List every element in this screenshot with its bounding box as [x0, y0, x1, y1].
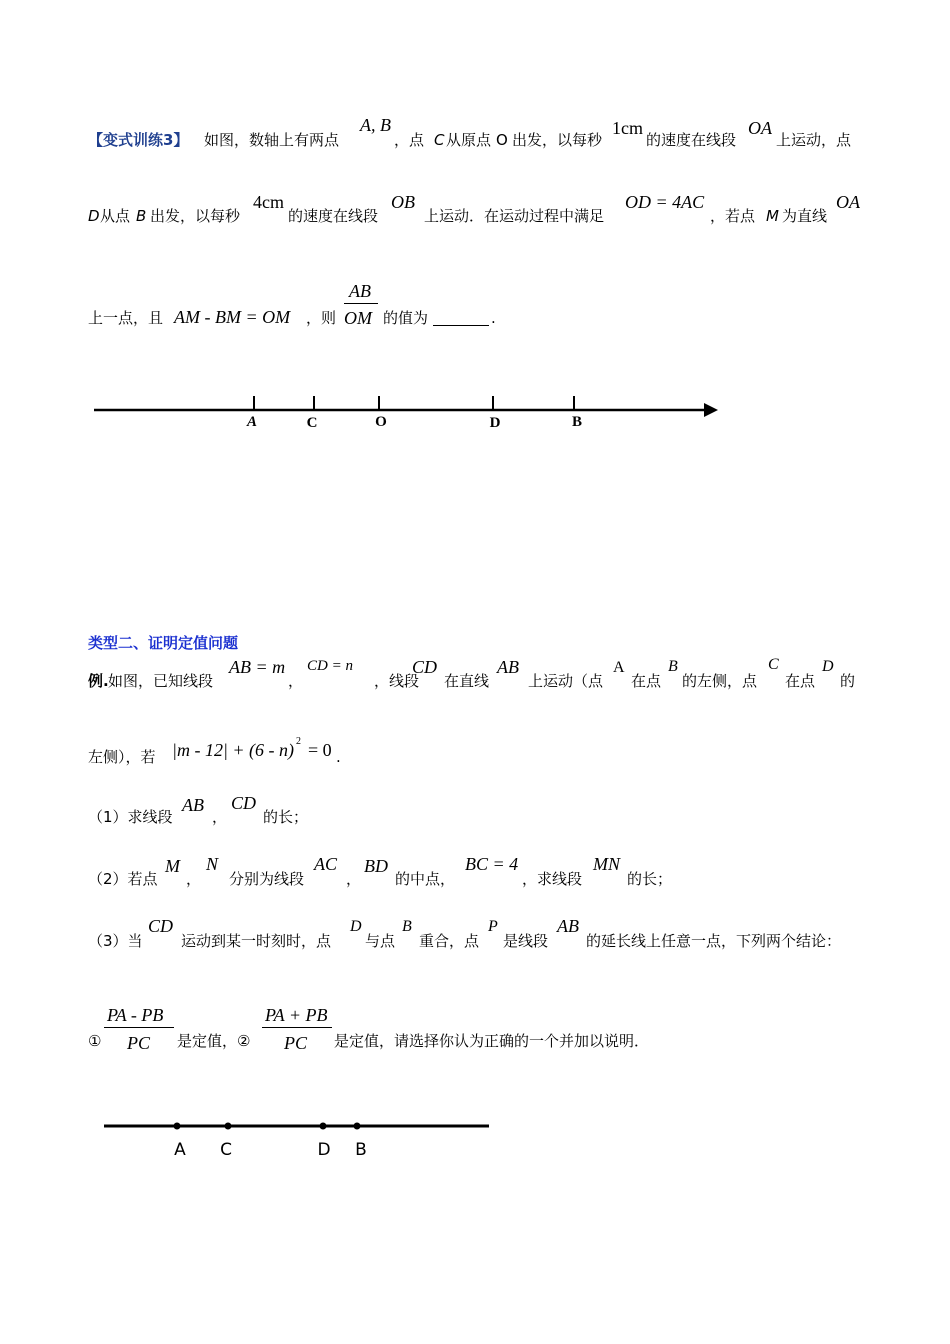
- math-OB: OB: [391, 192, 415, 212]
- question-1: （1）求线段: [88, 808, 173, 826]
- conclusion-1-marker: ①: [88, 1032, 102, 1050]
- text: ，: [346, 870, 362, 888]
- fraction-numerator: AB: [349, 281, 371, 301]
- text: ，: [186, 870, 202, 888]
- math-speed-2: 4cm: [253, 192, 284, 212]
- text: 是线段: [503, 932, 549, 950]
- math-CD: CD: [231, 793, 257, 813]
- math-AB-m: AB = m: [229, 657, 286, 677]
- text: 与点: [365, 932, 396, 950]
- text: C: [434, 131, 445, 149]
- fraction-1-bar: [104, 1027, 174, 1028]
- math-AB: AB: [497, 657, 519, 677]
- label-D: D: [317, 1140, 331, 1160]
- text: 的延长线上任意一点，下列两个结论：: [586, 932, 842, 950]
- answer-blank[interactable]: [433, 311, 489, 326]
- point-D: D: [350, 918, 362, 935]
- segment-figure: [0, 1105, 950, 1165]
- text: B: [136, 207, 147, 225]
- math-CD-n: CD = n: [307, 658, 353, 674]
- fraction-2-numerator: PA + PB: [265, 1005, 328, 1025]
- math-equation: OD = 4AC: [625, 192, 705, 212]
- text: ，点: [394, 131, 425, 149]
- text: 如图，数轴上有两点: [204, 131, 340, 149]
- point-A: A: [613, 659, 625, 676]
- fraction-1-numerator: PA - PB: [107, 1005, 164, 1025]
- text: 是定值，②: [177, 1032, 251, 1050]
- math-MN: MN: [593, 854, 620, 874]
- text: 在点: [631, 672, 662, 690]
- text: 如图，已知线段: [108, 672, 214, 690]
- text: M: [766, 207, 779, 225]
- text: 的速度在线段: [288, 207, 379, 225]
- point-M: M: [165, 856, 180, 876]
- text: 为直线: [782, 207, 828, 225]
- fraction-2-bar: [262, 1027, 332, 1028]
- text: 的速度在线段: [646, 131, 737, 149]
- dot-D: [320, 1123, 327, 1130]
- text: 分别为线段: [229, 870, 305, 888]
- point-C: C: [768, 656, 779, 673]
- dot-B: [354, 1123, 361, 1130]
- label-B: B: [571, 414, 583, 430]
- math-AC: AC: [314, 854, 338, 874]
- text: ，线段: [374, 672, 420, 690]
- exercise-tag: 【变式训练3】: [88, 131, 189, 149]
- math-CD: CD: [412, 657, 438, 677]
- text: 的中点，: [395, 870, 456, 888]
- point-B: B: [668, 658, 678, 675]
- text: 上运动．在运动过程中满足: [424, 207, 605, 225]
- text: .: [336, 748, 341, 766]
- text: 上运动，点: [776, 131, 852, 149]
- text: 在点: [785, 672, 816, 690]
- point-D: D: [822, 658, 834, 675]
- label-C: C: [306, 415, 318, 431]
- math-condition: |m - 12| + (6 - n): [172, 740, 295, 760]
- text: 运动到某一时刻时，点: [181, 932, 332, 950]
- point-N: N: [206, 854, 219, 874]
- text: 重合，点: [419, 932, 480, 950]
- text: 从点: [100, 207, 131, 225]
- text: 的长；: [627, 870, 673, 888]
- text: 左侧），若: [88, 748, 156, 766]
- question-3: （3）当: [88, 932, 143, 950]
- math-AB: AB: [557, 916, 579, 936]
- text: 的左侧，点: [682, 672, 758, 690]
- example-label: 例.: [88, 672, 109, 690]
- text: 出发，以每秒: [150, 207, 241, 225]
- math-OA: OA: [836, 192, 860, 212]
- section-heading: 类型二、证明定值问题: [88, 634, 239, 652]
- dot-C: [225, 1123, 232, 1130]
- text: 是定值，请选择你认为正确的一个并加以说明．: [334, 1032, 650, 1050]
- text: 上运动（点: [528, 672, 604, 690]
- text: .: [491, 309, 496, 327]
- math-exponent: 2: [296, 736, 301, 747]
- text: ，若点: [710, 207, 756, 225]
- label-D: D: [489, 415, 501, 431]
- fraction-1-denominator: PC: [127, 1033, 151, 1053]
- text: 在直线: [444, 672, 490, 690]
- question-2: （2）若点: [88, 870, 158, 888]
- label-B: B: [355, 1140, 367, 1160]
- text: 的长；: [263, 808, 309, 826]
- dot-A: [174, 1123, 181, 1130]
- math-speed-1: 1cm: [612, 118, 643, 138]
- label-A: A: [174, 1140, 186, 1160]
- text: 上一点，且: [88, 309, 164, 327]
- text: ，: [288, 672, 304, 690]
- text: 出发，以每秒: [512, 131, 603, 149]
- fraction-2-denominator: PC: [284, 1033, 308, 1053]
- text: 的值为: [383, 309, 429, 327]
- label-O: O: [375, 414, 387, 430]
- math-condition-end: = 0: [308, 740, 332, 760]
- math-CD: CD: [148, 916, 174, 936]
- math-OA: OA: [748, 118, 772, 138]
- text: ，: [212, 808, 228, 826]
- point-P: P: [488, 918, 498, 935]
- fraction-bar: [344, 303, 378, 304]
- point-B: B: [402, 918, 412, 935]
- text: 从原点: [446, 131, 492, 149]
- fraction-denominator: OM: [344, 308, 372, 328]
- text: O: [496, 131, 508, 149]
- math-AB: AB: [182, 795, 204, 815]
- math-BC-4: BC = 4: [465, 854, 519, 874]
- math-BD: BD: [364, 856, 388, 876]
- label-C: C: [220, 1140, 232, 1160]
- number-line-figure: [0, 380, 950, 450]
- text: ，则: [306, 309, 337, 327]
- math-AB: A, B: [360, 115, 391, 135]
- text: 的: [840, 672, 856, 690]
- math-condition: AM - BM = OM: [174, 307, 291, 327]
- text: ，求线段: [522, 870, 583, 888]
- label-A: A: [246, 414, 258, 430]
- text: D: [88, 207, 100, 225]
- arrow-head-icon: [704, 403, 718, 417]
